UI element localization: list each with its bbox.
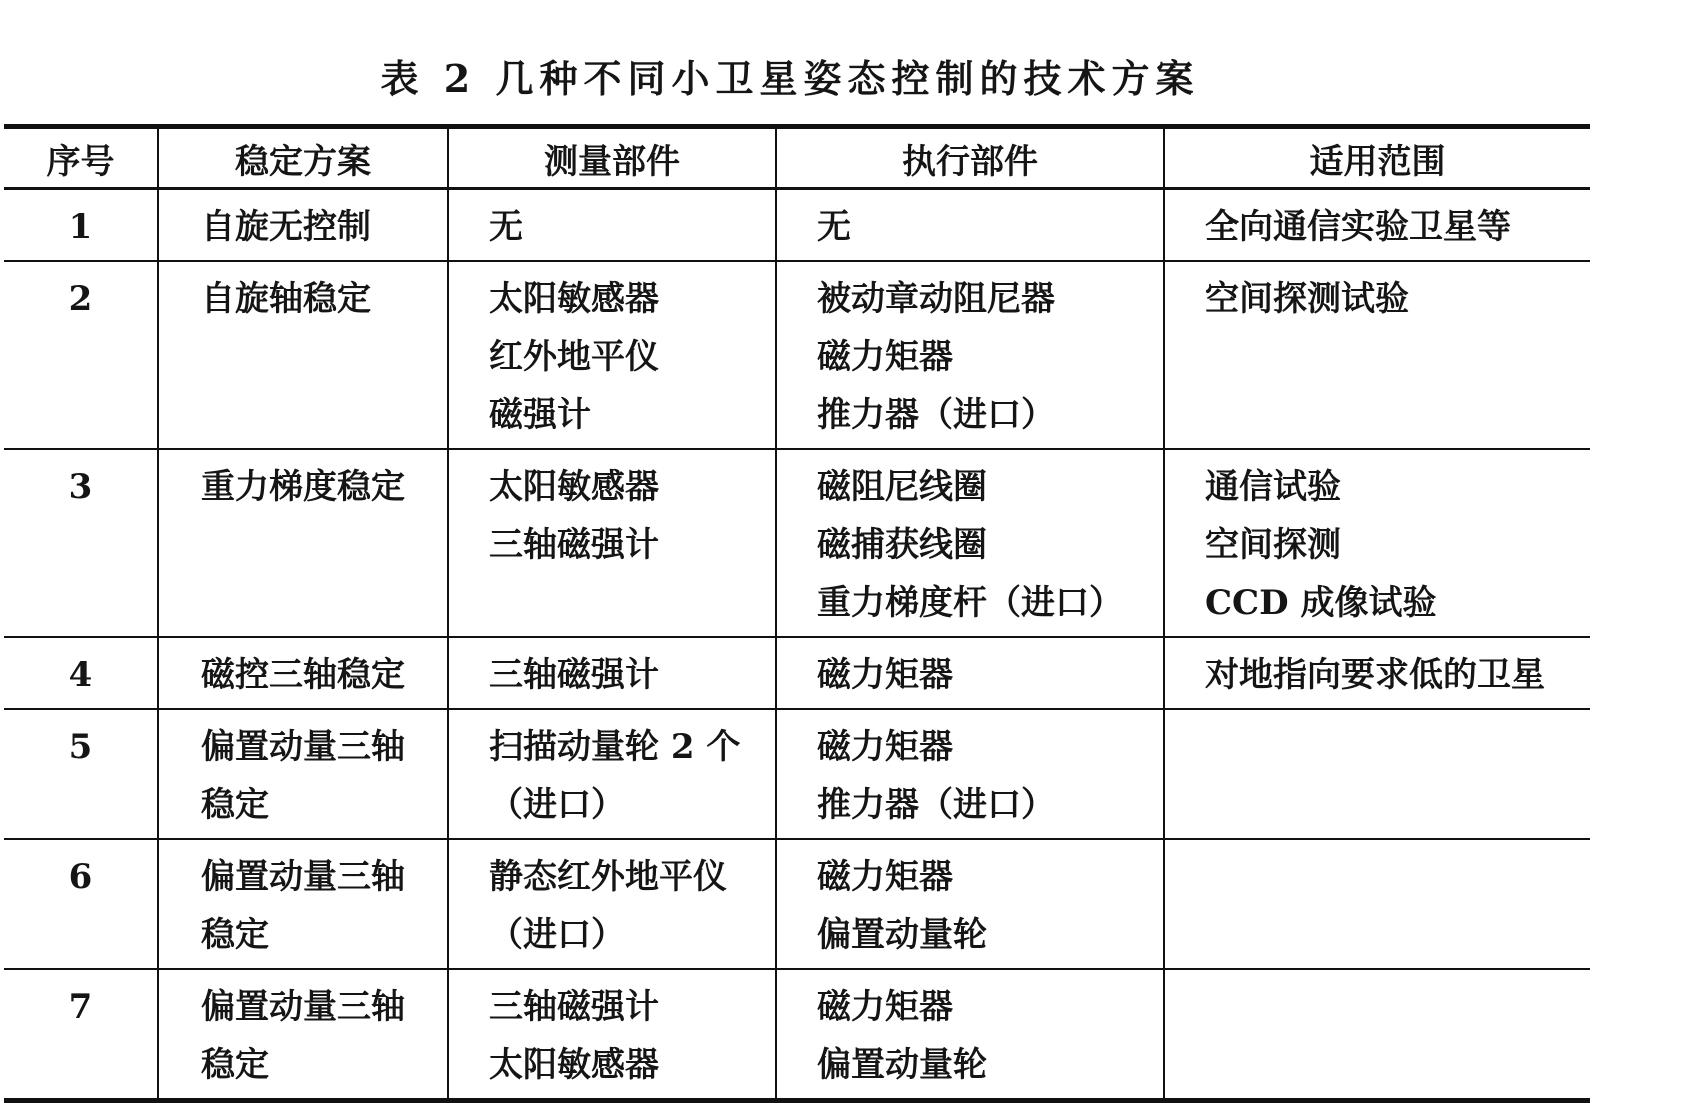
cell-measurement [448,189,776,262]
cell-measurement [448,449,776,637]
cell-actuator [776,637,1164,709]
cell-measurement-line: （进口） [489,915,625,955]
cell-scheme-line: 偏置动量三轴 [201,727,405,767]
cell-actuator [776,709,1164,839]
cell-scope-line: 对地指向要求低的卫星 [1205,655,1545,695]
attitude-control-table-wrapper [4,124,1590,1103]
table-caption: 表 2 几种不同小卫星姿态控制的技术方案 [380,56,1200,101]
cell-scheme-line: 稳定 [201,785,269,825]
table-row [4,969,1590,1101]
cell-scope-line: 空间探测 [1205,525,1341,565]
header-actuator: 执行部件 [776,127,1164,189]
cell-scheme [158,189,448,262]
cell-actuator-line: 无 [817,207,851,247]
cell-actuator-line: 重力梯度杆（进口） [817,583,1123,623]
cell-scheme-line: 自旋无控制 [201,207,371,247]
cell-measurement-line: 太阳敏感器 [489,279,659,319]
cell-actuator-line: 磁力矩器 [817,727,953,767]
cell-measurement-line: 三轴磁强计 [489,655,659,695]
cell-actuator-line: 推力器（进口） [817,395,1055,435]
cell-scheme-line: 重力梯度稳定 [201,467,405,507]
row-index: 6 [68,857,93,897]
cell-actuator-line: 磁力矩器 [817,987,953,1027]
table-row [4,189,1590,262]
cell-scheme [158,969,448,1101]
cell-measurement-line: 红外地平仪 [489,337,659,377]
cell-actuator-line: 偏置动量轮 [817,1045,987,1085]
table-row [4,637,1590,709]
header-scope: 适用范围 [1164,127,1590,189]
cell-scheme-line: 偏置动量三轴 [201,857,405,897]
row-index: 3 [68,467,93,507]
cell-scope-line: 全向通信实验卫星等 [1205,207,1511,247]
cell-actuator-line: 被动章动阻尼器 [817,279,1055,319]
header-scheme: 稳定方案 [158,127,448,189]
cell-scheme-line: 偏置动量三轴 [201,987,405,1027]
cell-measurement-line: 扫描动量轮 2 个 [489,727,741,767]
row-index: 2 [68,279,93,319]
cell-actuator [776,449,1164,637]
cell-scheme [158,839,448,969]
cell-measurement-line: 太阳敏感器 [489,1045,659,1085]
cell-measurement-line: （进口） [489,785,625,825]
cell-scheme [158,261,448,449]
cell-scheme-line: 稳定 [201,1045,269,1085]
cell-scope [1164,261,1590,449]
cell-scope-line: 通信试验 [1205,467,1341,507]
cell-measurement [448,969,776,1101]
cell-scope [1164,637,1590,709]
cell-actuator-line: 磁捕获线圈 [817,525,987,565]
header-index: 序号 [46,141,115,182]
cell-scope [1164,709,1590,839]
cell-measurement-line: 静态红外地平仪 [489,857,727,897]
header-measurement: 测量部件 [448,127,776,189]
cell-scheme [158,637,448,709]
cell-actuator [776,969,1164,1101]
cell-scope [1164,449,1590,637]
cell-scheme [158,449,448,637]
cell-measurement-line: 太阳敏感器 [489,467,659,507]
cell-measurement-line: 三轴磁强计 [489,525,659,565]
header-row [4,127,1590,189]
cell-actuator [776,261,1164,449]
cell-scope [1164,189,1590,262]
row-index: 1 [68,207,93,247]
cell-actuator [776,839,1164,969]
cell-actuator [776,189,1164,262]
cell-scheme [158,709,448,839]
row-index: 7 [68,987,93,1027]
attitude-control-table [4,124,1590,1103]
cell-scheme-line: 稳定 [201,915,269,955]
cell-actuator-line: 磁力矩器 [817,655,953,695]
cell-scheme-line: 磁控三轴稳定 [201,655,405,695]
cell-scope-line: 空间探测试验 [1205,279,1409,319]
table-header [4,127,1590,189]
row-index: 4 [68,655,93,695]
cell-scheme-line: 自旋轴稳定 [201,279,371,319]
cell-scope [1164,969,1590,1101]
cell-actuator-line: 推力器（进口） [817,785,1055,825]
cell-scope [1164,839,1590,969]
table-body [4,189,1590,1101]
table-row [4,449,1590,637]
cell-actuator-line: 磁力矩器 [817,857,953,897]
cell-measurement [448,709,776,839]
table-row [4,709,1590,839]
cell-measurement [448,839,776,969]
cell-actuator-line: 磁力矩器 [817,337,953,377]
cell-scope-line: CCD 成像试验 [1205,583,1437,623]
cell-measurement [448,637,776,709]
cell-actuator-line: 磁阻尼线圈 [817,467,987,507]
table-row [4,839,1590,969]
row-index: 5 [68,727,93,767]
cell-measurement-line: 磁强计 [489,395,591,435]
cell-measurement-line: 无 [489,207,523,247]
cell-actuator-line: 偏置动量轮 [817,915,987,955]
table-row [4,261,1590,449]
cell-measurement [448,261,776,449]
cell-measurement-line: 三轴磁强计 [489,987,659,1027]
